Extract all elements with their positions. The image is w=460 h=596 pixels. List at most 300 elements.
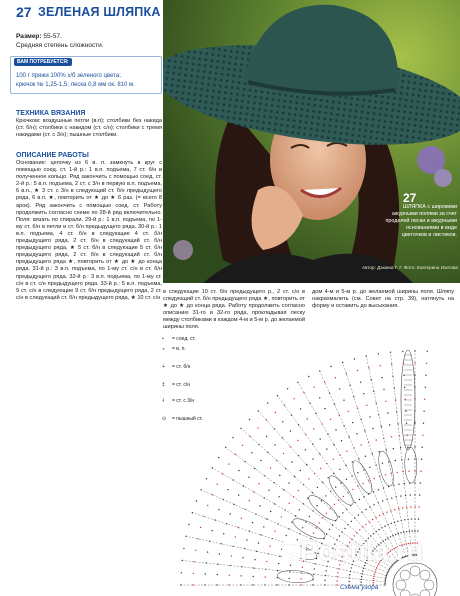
- stitch-dot: [266, 561, 267, 562]
- stitch-dot: [320, 438, 321, 439]
- stitch-dot: [394, 509, 395, 510]
- stitch-dot: [339, 414, 340, 415]
- stitch-dot: [425, 387, 426, 388]
- stitch-dot: [425, 375, 426, 376]
- stitch-dot: [300, 470, 301, 471]
- stitch-dot: [270, 511, 271, 512]
- stitch-dot: [330, 419, 331, 420]
- legend-item: [162, 416, 203, 422]
- stitch-dot: [398, 484, 399, 485]
- stitch-dot: [200, 527, 201, 528]
- stitch-dot: [265, 576, 266, 577]
- stitch-dot: [278, 563, 279, 564]
- stitch-dot: [418, 506, 419, 507]
- stitch-dot: [346, 479, 347, 480]
- stitch-dot: [391, 497, 392, 498]
- stitch-dot: [218, 457, 219, 458]
- stitch-dot: [374, 573, 375, 574]
- stitch-dot: [193, 573, 194, 574]
- stitch-dot: [274, 444, 275, 445]
- stitch-dot: [244, 509, 245, 510]
- stitch-dot: [290, 430, 291, 431]
- stitch-dot: [404, 519, 405, 520]
- legend-item: [162, 398, 194, 404]
- description-title: ОПИСАНИЕ РАБОТЫ: [16, 152, 89, 159]
- legend-symbol: +: [162, 364, 165, 370]
- stitch-dot: [360, 582, 361, 583]
- stitch-dot: [287, 388, 288, 389]
- stitch-dot: [397, 423, 398, 424]
- stitch-dot: [346, 373, 347, 374]
- stitch-dot: [348, 581, 349, 582]
- stitch-dot: [423, 411, 424, 412]
- stitch-dot: [289, 503, 290, 504]
- stitch-dot: [354, 358, 355, 359]
- stitch-dot: [426, 363, 427, 364]
- stitch-dot: [313, 428, 314, 429]
- leaf-motif: [277, 569, 314, 583]
- stitch-dot: [328, 477, 329, 478]
- stitch-dot: [376, 439, 377, 440]
- stitch-dot: [410, 494, 411, 495]
- stitch-dot: [408, 459, 409, 460]
- stitch-dot: [379, 451, 380, 452]
- stitch-dot: [205, 573, 206, 574]
- stitch-dot: [423, 423, 424, 424]
- stitch-dot: [336, 584, 337, 585]
- stitch-dot: [253, 567, 254, 568]
- stitch-dot: [420, 471, 421, 472]
- stitch-dot: [391, 523, 392, 524]
- size-label: Размер:: [16, 33, 42, 40]
- stitch-dot: [275, 412, 276, 413]
- stitch-dot: [277, 577, 278, 578]
- stitch-dot: [397, 521, 398, 522]
- stitch-dot: [266, 518, 267, 519]
- stitch-dot: [373, 504, 374, 505]
- stitch-dot: [406, 435, 407, 436]
- stitch-dot: [251, 452, 252, 453]
- stitch-dot: [343, 496, 344, 497]
- flower-petal: [420, 570, 430, 580]
- watermark: Postila.ru: [300, 536, 424, 566]
- stitch-dot: [418, 518, 419, 519]
- stitch-dot: [382, 500, 383, 501]
- stitch-dot: [363, 393, 364, 394]
- stitch-dot: [317, 487, 318, 488]
- stitch-dot: [378, 353, 379, 354]
- stitch-dot: [383, 513, 384, 514]
- stitch-dot: [414, 362, 415, 363]
- stitch-dot: [421, 459, 422, 460]
- stitch-dot: [373, 578, 374, 579]
- center-flower: [393, 563, 437, 596]
- stitch-dot: [346, 451, 347, 452]
- stitch-dot: [408, 471, 409, 472]
- stitch-dot: [400, 495, 401, 496]
- stitch-dot: [380, 365, 381, 366]
- stitch-dot: [369, 467, 370, 468]
- stitch-dot: [414, 506, 415, 507]
- stitch-dot: [424, 399, 425, 400]
- stitch-dot: [252, 522, 253, 523]
- flower-petal: [424, 580, 434, 590]
- stitch-dot: [227, 489, 228, 490]
- stitch-dot: [286, 535, 287, 536]
- stitch-dot: [291, 461, 292, 462]
- stitch-dot: [419, 494, 420, 495]
- stitch-dot: [232, 437, 233, 438]
- difficulty: Средняя степень сложности.: [16, 42, 104, 49]
- size-value: 55-57.: [43, 33, 62, 40]
- stitch-dot: [339, 469, 340, 470]
- stitch-dot: [349, 574, 350, 575]
- materials-badge: ВАМ ПОТРЕБУЕТСЯ:: [14, 58, 72, 66]
- stitch-dot: [308, 478, 309, 479]
- stitch-dot: [362, 570, 363, 571]
- stitch-dot: [400, 447, 401, 448]
- stitch-dot: [256, 551, 257, 552]
- stitch-dot: [241, 575, 242, 576]
- legend-item: [162, 346, 186, 352]
- leaf-motif: [349, 458, 376, 496]
- stitch-dot: [343, 400, 344, 401]
- stitch-dot: [231, 555, 232, 556]
- stitch-dot: [372, 453, 373, 454]
- stitch-dot: [361, 576, 362, 577]
- stitch-dot: [242, 445, 243, 446]
- stitch-dot: [223, 533, 224, 534]
- stitch-dot: [378, 529, 379, 530]
- stitch-dot: [397, 472, 398, 473]
- stitch-dot: [386, 512, 387, 513]
- stitch-dot: [361, 444, 362, 445]
- stitch-dot: [335, 486, 336, 487]
- stitch-dot: [358, 458, 359, 459]
- stitch-dot: [410, 506, 411, 507]
- size-line: [16, 33, 62, 40]
- legend-symbol: •: [162, 336, 164, 342]
- diagram-legend: [160, 336, 220, 436]
- stitch-dot: [192, 584, 193, 585]
- flower-petal: [400, 570, 410, 580]
- stitch-dot: [406, 507, 407, 508]
- stitch-dot: [235, 536, 236, 537]
- stitch-dot: [197, 538, 198, 539]
- stitch-dot: [402, 507, 403, 508]
- stitch-dot: [207, 551, 208, 552]
- stitch-dot: [381, 377, 382, 378]
- legend-symbol: ‡: [162, 382, 165, 388]
- stitch-dot: [307, 418, 308, 419]
- stitch-dot: [417, 530, 418, 531]
- leaf-motif: [325, 473, 357, 509]
- stitch-dot: [352, 422, 353, 423]
- stitch-dot: [217, 484, 218, 485]
- stitch-dot: [257, 427, 258, 428]
- photo-author: Автор: Дзюина Г. Г. Фото: Екатерина Изотова: [361, 265, 458, 270]
- stitch-dot: [373, 491, 374, 492]
- stitch-dot: [276, 584, 277, 585]
- stitch-dot: [387, 412, 388, 413]
- legend-label: = ст. б/н: [172, 364, 191, 370]
- stitch-dot: [249, 419, 250, 420]
- stitch-dot: [388, 571, 389, 572]
- stitch-dot: [359, 499, 360, 500]
- stitch-dot: [309, 516, 310, 517]
- legend-item: [162, 364, 190, 370]
- stitch-dot: [305, 449, 306, 450]
- stitch-dot: [253, 576, 254, 577]
- stitch-dot: [319, 522, 320, 523]
- stitch-dot: [406, 531, 407, 532]
- legend-label: = пышный ст.: [172, 416, 203, 422]
- stitch-dot: [269, 546, 270, 547]
- stitch-dot: [268, 490, 269, 491]
- stitch-dot: [375, 569, 376, 570]
- stitch-dot: [330, 366, 331, 367]
- stitch-dot: [358, 514, 359, 515]
- stitch-dot: [414, 530, 415, 531]
- stitch-dot: [351, 567, 352, 568]
- stitch-dot: [422, 447, 423, 448]
- finishing-text: дом 4-м и 5-м р. до желаемой ширины поля. Шляпу накрахмалить (см. Совет на стр. 39), натянуть на форму и оставить до высыхания.: [312, 289, 454, 310]
- stitch-dot: [290, 565, 291, 566]
- stitch-dot: [291, 522, 292, 523]
- stitch-dot: [336, 580, 337, 581]
- stitch-dot: [372, 519, 373, 520]
- legend-label: = в. п.: [172, 346, 186, 352]
- description-continued: в следующие 10 ст. б/н предыдущего р., 2 ст. с/н в следующий ст. б/н предыдущего ряда ★, повторить от ★ до ★ до конца ряда. Работу продолжить согласно описанию 31-го и 32-го ряда, прокладывая леску между столбиками в каждом 4-м и 5-м р. до желаемой ширины поля.: [163, 289, 305, 331]
- stitch-dot: [381, 426, 382, 427]
- stitch-dot: [326, 448, 327, 449]
- stitch-dot: [384, 526, 385, 527]
- stitch-dot: [316, 505, 317, 506]
- stitch-dot: [405, 399, 406, 400]
- hat-photo-illustration: [163, 0, 460, 283]
- stitch-spoke: [298, 382, 401, 560]
- stitch-dot: [390, 510, 391, 511]
- stitch-dot: [379, 515, 380, 516]
- stitch-dot: [298, 490, 299, 491]
- stitch-dot: [385, 474, 386, 475]
- stitch-dot: [301, 578, 302, 579]
- stitch-dot: [384, 583, 385, 584]
- legend-item: [162, 382, 190, 388]
- stitch-dot: [282, 421, 283, 422]
- technique-title: ТЕХНИКА ВЯЗАНИЯ: [16, 110, 86, 117]
- diagram-caption: Схема узора: [340, 584, 379, 591]
- stitch-dot: [230, 513, 231, 514]
- stitch-spoke: [390, 351, 412, 555]
- stitch-dot: [325, 495, 326, 496]
- stitch-dot: [308, 376, 309, 377]
- leaf-motif: [404, 447, 417, 483]
- page-title: ЗЕЛЕНАЯ ШЛЯПКА: [38, 5, 161, 19]
- stitch-dot: [238, 494, 239, 495]
- stitch-spoke: [366, 355, 409, 556]
- materials-line-2: крючок № 1,25-1,5; леска 0,8 мм ок. 810 м.: [16, 82, 135, 88]
- flower-petal: [420, 590, 430, 596]
- photo-caption: ШЛЯПКА с широкими ажурными полями за счет проделей лески и ажурными основаниями в виде цветочков и листиков.: [385, 204, 457, 238]
- legend-label: = ст. с/н: [172, 382, 190, 388]
- legend-label: = соед. ст.: [172, 336, 196, 342]
- stitch-dot: [359, 529, 360, 530]
- stitch-dot: [320, 468, 321, 469]
- stitch-dot: [365, 456, 366, 457]
- stitch-dot: [382, 463, 383, 464]
- stitch-dot: [338, 568, 339, 569]
- stitch-dot: [242, 557, 243, 558]
- stitch-dot: [258, 542, 259, 543]
- stitch-dot: [312, 458, 313, 459]
- stitch-dot: [302, 527, 303, 528]
- stitch-dot: [277, 570, 278, 571]
- stitch-dot: [249, 500, 250, 501]
- stitch-dot: [229, 575, 230, 576]
- stitch-dot: [188, 524, 189, 525]
- stitch-dot: [373, 533, 374, 534]
- stitch-dot: [406, 423, 407, 424]
- stitch-dot: [356, 433, 357, 434]
- stitch-dot: [299, 509, 300, 510]
- stitch-dot: [389, 424, 390, 425]
- flower-petal: [396, 580, 406, 590]
- stitch-dot: [314, 387, 315, 388]
- flower-petal: [400, 590, 410, 596]
- stitch-dot: [288, 528, 289, 529]
- legend-symbol: ⊙: [162, 416, 167, 422]
- legend-item: [162, 336, 196, 342]
- stitch-dot: [263, 526, 264, 527]
- stitch-dot: [405, 411, 406, 412]
- stitch-dot: [326, 513, 327, 514]
- stitch-dot: [398, 508, 399, 509]
- stitch-dot: [389, 568, 390, 569]
- stitch-dot: [212, 494, 213, 495]
- stitch-dot: [246, 539, 247, 540]
- stitch-dot: [300, 408, 301, 409]
- materials-line-1: 100 г пряжи 100% х/б зеленого цвета;: [16, 73, 121, 79]
- stitch-dot: [414, 446, 415, 447]
- watermark-logo-icon: [282, 541, 300, 561]
- stitch-dot: [369, 416, 370, 417]
- stitch-dot: [283, 453, 284, 454]
- stitch-dot: [364, 430, 365, 431]
- stitch-dot: [357, 370, 358, 371]
- stitch-dot: [365, 509, 366, 510]
- stitch-dot: [378, 489, 379, 490]
- stitch-dot: [348, 436, 349, 437]
- stitch-dot: [195, 550, 196, 551]
- stitch-dot: [427, 351, 428, 352]
- stitch-dot: [386, 574, 387, 575]
- stitch-dot: [335, 377, 336, 378]
- stitch-dot: [360, 382, 361, 383]
- stitch-dot: [241, 518, 242, 519]
- stitch-dot: [279, 475, 280, 476]
- stitch-dot: [248, 477, 249, 478]
- technique-text: Крючком: воздушные петли (в.п); столбики без накида (ст. б/н); столбики с накидом (ст. с/н); столбики с тремя накидами (ст. с 3/н); пышные столбики.: [16, 118, 162, 139]
- stitch-dot: [219, 553, 220, 554]
- stitch-dot: [357, 472, 358, 473]
- stitch-dot: [289, 578, 290, 579]
- stitch-dot: [385, 401, 386, 402]
- stitch-dot: [307, 498, 308, 499]
- stitch-dot: [252, 584, 253, 585]
- stitch-dot: [324, 408, 325, 409]
- stitch-dot: [391, 436, 392, 437]
- stitch-dot: [281, 516, 282, 517]
- photo-number: 27: [403, 191, 417, 205]
- stitch-dot: [365, 524, 366, 525]
- stitch-dot: [400, 532, 401, 533]
- stitch-dot: [363, 483, 364, 484]
- stitch-dot: [217, 574, 218, 575]
- stitch-dot: [341, 440, 342, 441]
- stitch-dot: [373, 478, 374, 479]
- flower-petal: [410, 566, 420, 576]
- stitch-dot: [342, 512, 343, 513]
- stitch-dot: [368, 367, 369, 368]
- stitch-dot: [412, 530, 413, 531]
- stitch-dot: [422, 435, 423, 436]
- stitch-dot: [402, 351, 403, 352]
- stitch-dot: [319, 397, 320, 398]
- materials-list: [16, 72, 161, 90]
- stitch-dot: [228, 463, 229, 464]
- description-text: Основание: цепочку из 6 в. п. замкнуть в круг с помощью соед. ст. 1-й р.: 1 в.п. подъема, 7 ст. б/н в полученное кольцо. Ряд закончить с помощью соед. ст. 2-й р.: 5 в.п. подъема, 2 ст. с 3/н в первую в.п. подъема, 6 в.п., ★ 3 ст. с 3/н в следующий ст. б/н предыдущего ряда, 6 в.п. ★, повторить от ★ до ★ 6 раз. (= всего 8 арок). Ряд закончить с помощью соед. ст. Работу продолжить согласно схеме по 28-й ряд включительно. Поля: вязать по спирали. 29-й р.: 1 в.п. подъема, по 1-му ст. б/н в петли и ст. б/н предыдущего ряда. 30-й р.: 1 в.п. подъема, 4 ст. б/н в следующие 4 ст. б/н предыдущего ряда, 2 ст. б/н в следующий ст. б/н предыдущего ряда, ★ 5 ст. б/н в следующие 5 ст. б/н предыдущего ряда, 2 ст. б/н в следующий ст. б/н предыдущего ряда ★, повторить от ★ до ★ до конца ряда. 31-й р.: 3 в.п. подъема, по 1-му ст. с/н в ст. б/н предыдущего ряда. 32-й р.: 3 в.п. подъема, по 1-му ст. с/н в ст. с/н предыдущего ряда. 33-й р.: 5 в.п. подъема, 9 ст. с/н в следующие 9 ст. б/н предыдущего ряда, 2 ст. с/н в следующий ст. б/н предыдущего ряда, ★ 10 ст. с/н: [16, 160, 162, 301]
- stitch-dot: [203, 516, 204, 517]
- stitch-dot: [207, 505, 208, 506]
- stitch-dot: [383, 389, 384, 390]
- stitch-dot: [334, 504, 335, 505]
- stitch-dot: [293, 398, 294, 399]
- stitch-dot: [314, 568, 315, 569]
- stitch-dot: [333, 459, 334, 460]
- stitch-dot: [407, 447, 408, 448]
- stitch-dot: [420, 482, 421, 483]
- stitch-dot: [212, 530, 213, 531]
- stitch-dot: [337, 576, 338, 577]
- stitch-dot: [324, 382, 325, 383]
- stitch-dot: [325, 570, 326, 571]
- leaf-motif: [376, 450, 396, 488]
- stitch-dot: [335, 429, 336, 430]
- legend-symbol: ∘: [162, 346, 166, 352]
- stitch-dot: [372, 428, 373, 429]
- stitch-dot: [339, 388, 340, 389]
- stitch-dot: [259, 505, 260, 506]
- stitch-dot: [324, 580, 325, 581]
- stitch-dot: [218, 509, 219, 510]
- stitch-dot: [266, 436, 267, 437]
- stitch-dot: [278, 496, 279, 497]
- stitch-dot: [395, 460, 396, 461]
- stitch-dot: [366, 405, 367, 406]
- stitch-dot: [267, 402, 268, 403]
- stitch-dot: [385, 577, 386, 578]
- stitch-dot: [260, 534, 261, 535]
- stitch-dot: [181, 572, 182, 573]
- stitch-dot: [344, 528, 345, 529]
- stitch-dot: [270, 467, 271, 468]
- stitch-dot: [348, 411, 349, 412]
- stitch-dot: [254, 559, 255, 560]
- stitch-dot: [274, 531, 275, 532]
- stitch-dot: [329, 529, 330, 530]
- stitch-dot: [238, 470, 239, 471]
